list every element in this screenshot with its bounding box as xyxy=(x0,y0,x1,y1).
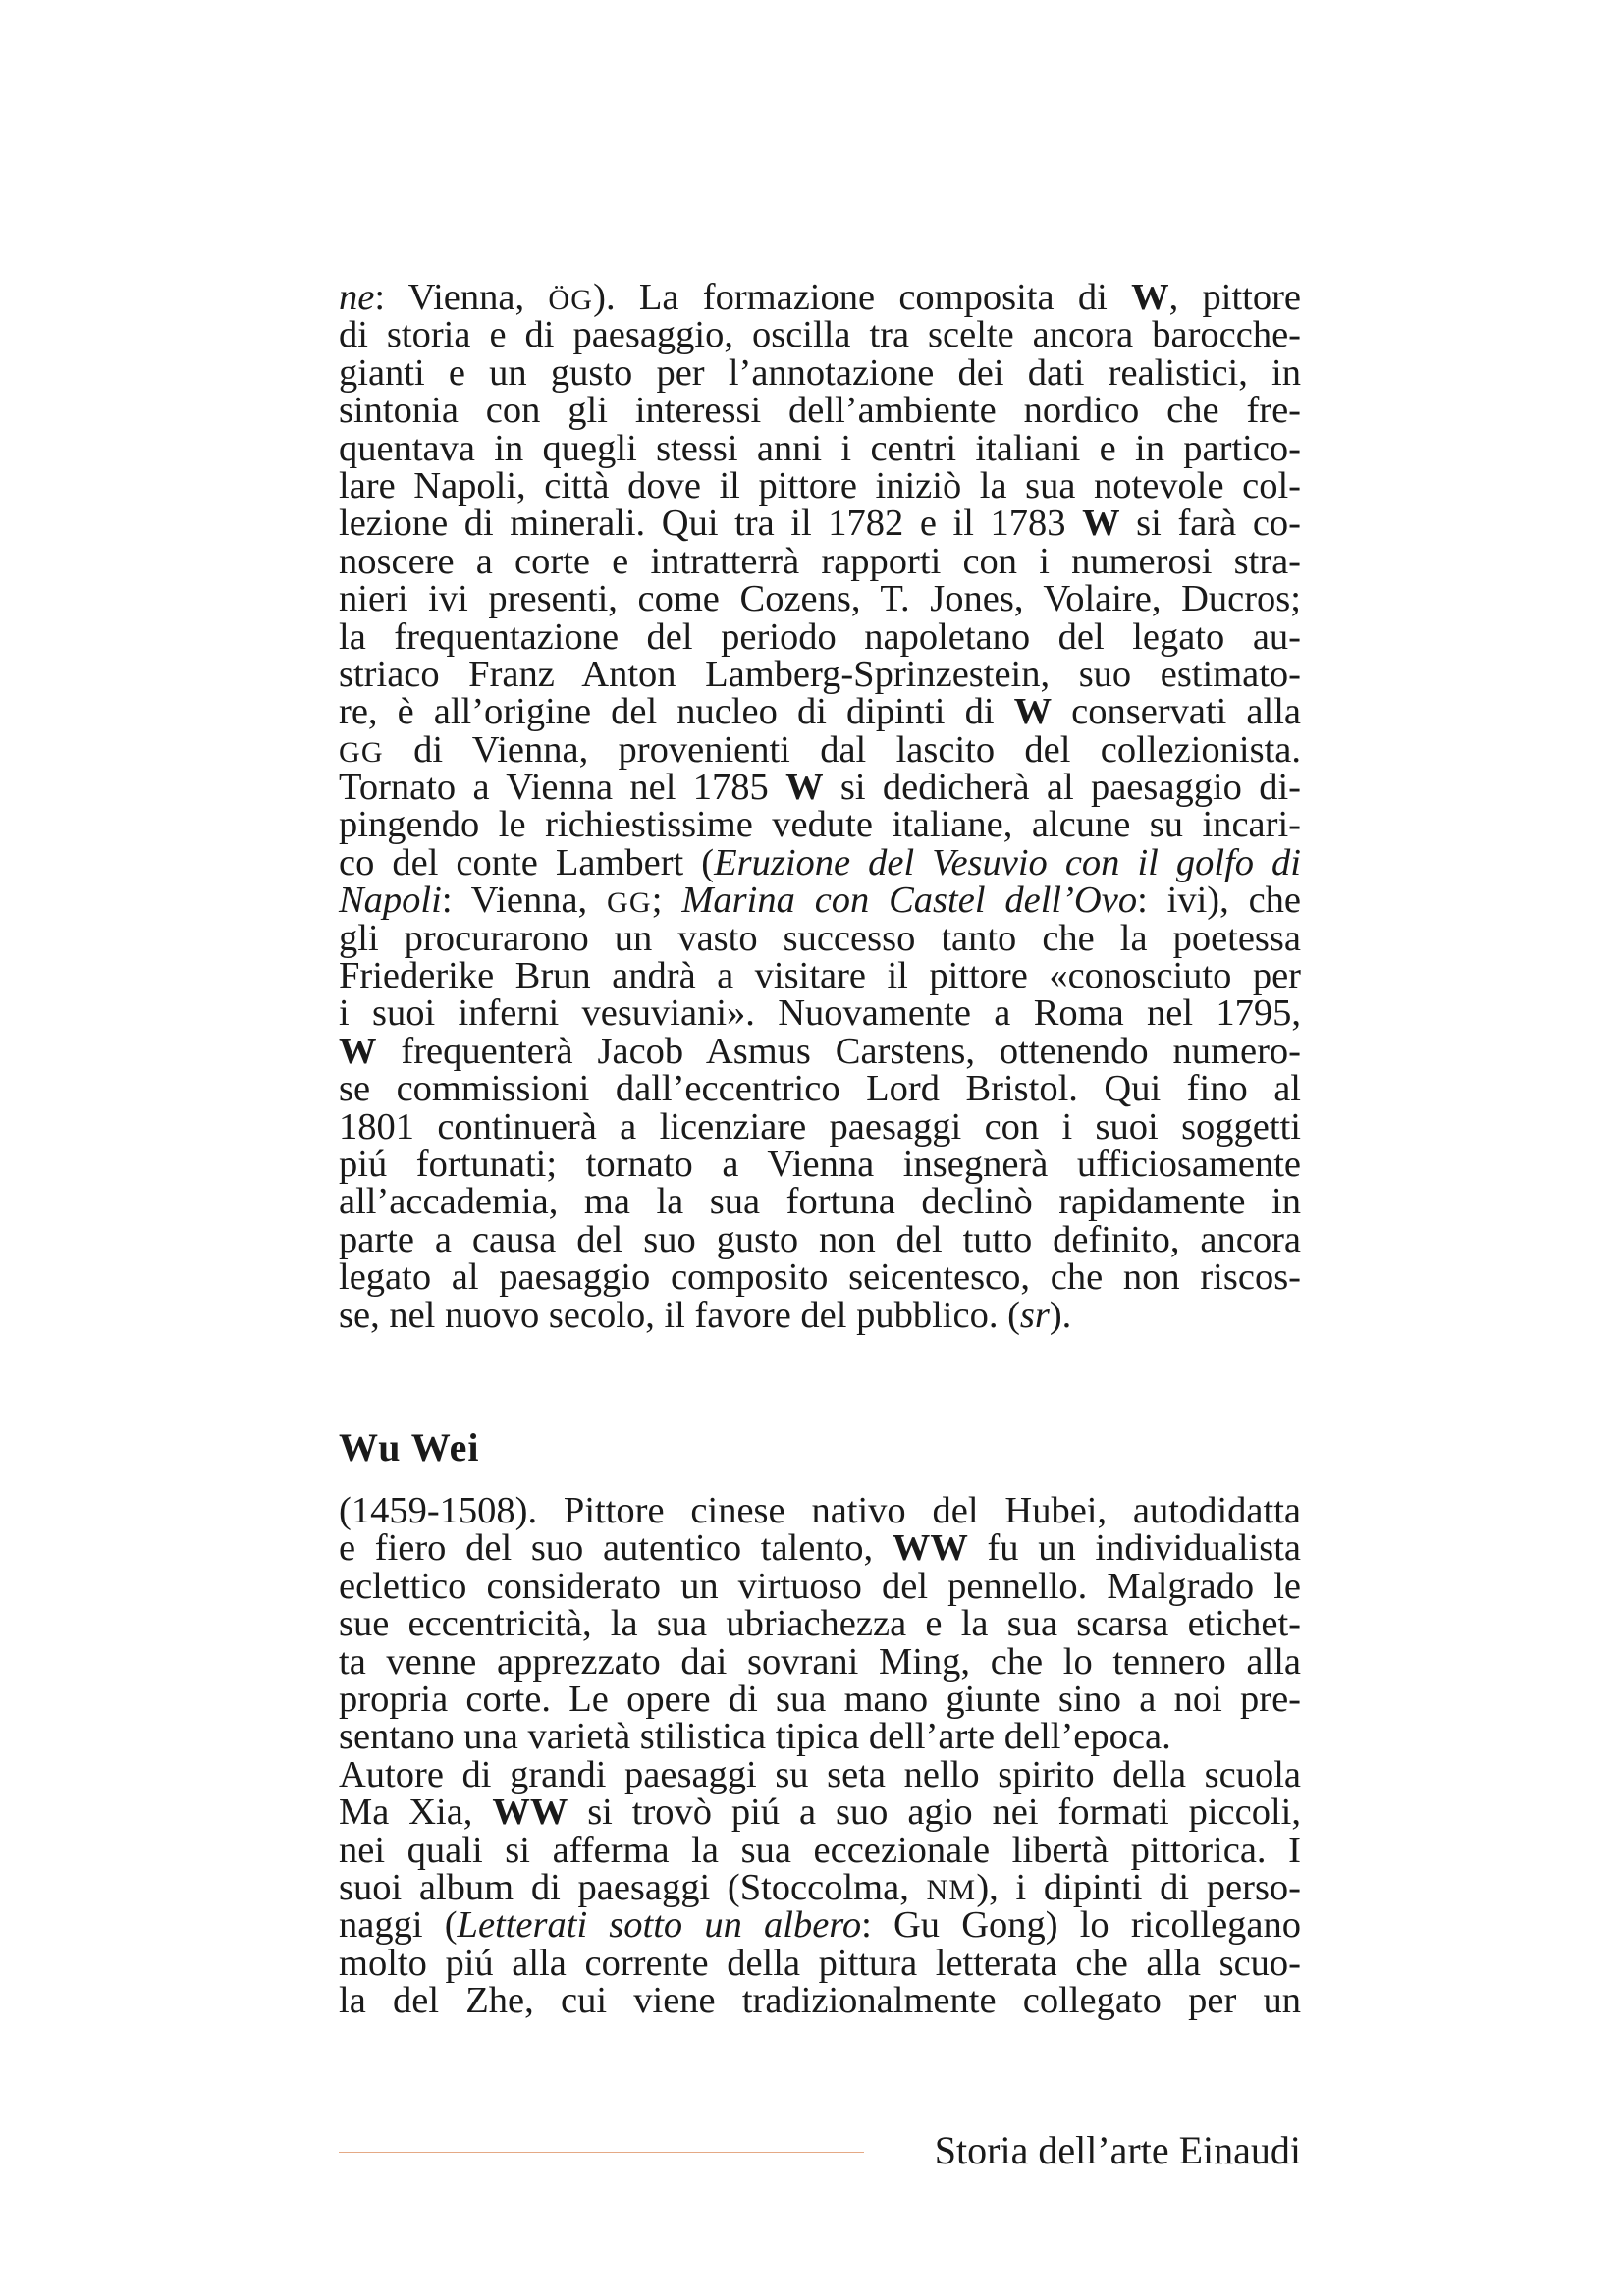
text-line: la frequentazione del periodo napoletano del legato au- xyxy=(339,615,1301,658)
text-line: se commissioni dall’eccentrico Lord Bristol. Qui fino al xyxy=(339,1068,1301,1110)
text-line: pingendo le richiestissime vedute italiane, alcune su incari- xyxy=(339,804,1301,846)
text-line: Tornato a Vienna nel 1785 W si dedicherà al paesaggio di- xyxy=(339,767,1301,809)
text-line: Autore di grandi paesaggi su seta nello spirito della scuola xyxy=(339,1753,1301,1795)
text-line: propria corte. Le opere di sua mano giunte sino a noi pre- xyxy=(339,1678,1301,1720)
text-line: e fiero del suo autentico talento, WW fu un individualista xyxy=(339,1527,1301,1570)
footer-title: Storia dell’arte Einaudi xyxy=(934,2128,1301,2172)
text-line: sintonia con gli interessi dell’ambiente nordico che fre- xyxy=(339,390,1301,432)
text-line: striaco Franz Anton Lamberg-Sprinzestein, suo estimato- xyxy=(339,653,1301,695)
entry-heading: Wu Wei xyxy=(339,1425,480,1469)
text-line: di storia e di paesaggio, oscilla tra scelte ancora barocche- xyxy=(339,314,1301,356)
text-line: gianti e un gusto per l’annotazione dei dati realistici, in xyxy=(339,351,1301,394)
text-line: gli procurarono un vasto successo tanto che la poetessa xyxy=(339,917,1301,959)
text-line: (1459-1508). Pittore cinese nativo del Hubei, autodidatta xyxy=(339,1490,1301,1531)
text-line: sue eccentricità, la sua ubriachezza e la sua scarsa etichet- xyxy=(339,1603,1301,1645)
text-line: lezione di minerali. Qui tra il 1782 e il 1783 W si farà co- xyxy=(339,503,1302,545)
text-line: molto piú alla corrente della pittura letterata che alla scuo- xyxy=(339,1942,1301,1984)
text-line: co del conte Lambert (Eruzione del Vesuvio con il golfo di xyxy=(339,841,1301,883)
text-line: i suoi inferni vesuviani». Nuovamente a Roma nel 1795, xyxy=(339,992,1301,1035)
text-line: legato al paesaggio composito seicentesco, che non riscos- xyxy=(339,1256,1301,1299)
paragraph-2 xyxy=(339,1490,1302,2022)
text-line: piú fortunati; tornato a Vienna insegnerà ufficiosamente xyxy=(339,1143,1301,1185)
paragraph-1 xyxy=(339,279,1301,1334)
text-line: se, nel nuovo secolo, il favore del pubblico. (sr). xyxy=(339,1294,1072,1336)
text-line: naggi (Letterati sotto un albero: Gu Gong) lo ricollegano xyxy=(339,1904,1302,1947)
text-line: Ma Xia, WW si trovò piú a suo agio nei formati piccoli, xyxy=(339,1791,1301,1834)
text-line: Napoli: Vienna, GG; Marina con Castel dell’Ovo: ivi), che xyxy=(339,880,1301,922)
text-line: nieri ivi presenti, come Cozens, T. Jones, Volaire, Ducros; xyxy=(339,578,1301,620)
text-line: la del Zhe, cui viene tradizionalmente collegato per un xyxy=(339,1980,1301,2022)
text-line: W frequenterà Jacob Asmus Carstens, ottenendo numero- xyxy=(339,1030,1301,1072)
text-line: eclettico considerato un virtuoso del pennello. Malgrado le xyxy=(339,1565,1301,1607)
text-line: ne: Vienna, ÖG). La formazione composita di W, pittore xyxy=(339,277,1301,318)
text-line: re, è all’origine del nucleo di dipinti di W conservati alla xyxy=(339,691,1301,733)
text-line: nei quali si afferma la sua eccezionale libertà pittorica. I xyxy=(339,1829,1301,1871)
text-line: ta venne apprezzato dai sovrani Ming, che lo tennero alla xyxy=(339,1640,1301,1682)
text-line: lare Napoli, città dove il pittore iniziò la sua notevole col- xyxy=(339,464,1301,507)
footer-rule xyxy=(339,2152,864,2153)
text-line: parte a causa del suo gusto non del tutto definito, ancora xyxy=(339,1218,1301,1260)
text-line: 1801 continuerà a licenziare paesaggi con i suoi soggetti xyxy=(339,1105,1301,1148)
text-line: quentava in quegli stessi anni i centri italiani e in partico- xyxy=(339,427,1301,469)
text-line: all’accademia, ma la sua fortuna declinò rapidamente in xyxy=(339,1181,1301,1223)
text-line: Friederike Brun andrà a visitare il pittore «conosciuto per xyxy=(339,955,1301,997)
text-line: suoi album di paesaggi (Stoccolma, NM), i dipinti di perso- xyxy=(339,1866,1301,1908)
text-line: noscere a corte e intratterrà rapporti con i numerosi stra- xyxy=(339,540,1301,582)
text-line: sentano una varietà stilistica tipica dell’arte dell’epoca. xyxy=(339,1716,1171,1758)
text-line: GG di Vienna, provenienti dal lascito del collezionista. xyxy=(339,728,1301,771)
